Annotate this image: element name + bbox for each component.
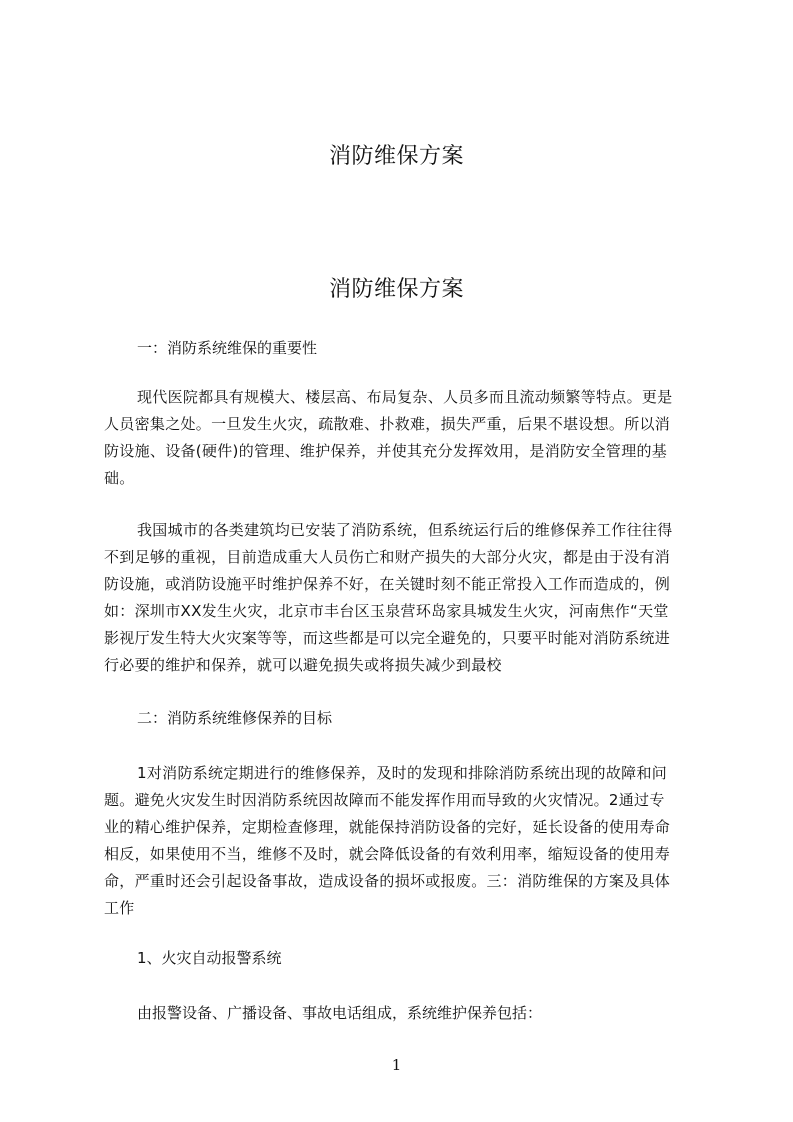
paragraph-line: 防设施、设备(硬件)的管理、维护保养，并使其充分发挥效用，是消防安全管理的基: [104, 442, 668, 460]
paragraph-line: 防设施，或消防设施平时维护保养不好，在关键时刻不能正常投入工作而造成的，例: [104, 575, 671, 593]
paragraph-line: 我国城市的各类建筑均已安装了消防系统，但系统运行后的维修保养工作往往得: [137, 521, 673, 539]
document-main-title: 消防维保方案: [328, 277, 464, 302]
paragraph-line: 业的精心维护保养，定期检查修理，就能保持消防设备的完好，延长设备的使用寿命: [104, 818, 671, 836]
document-header-title: 消防维保方案: [328, 144, 464, 169]
paragraph-line: 础。: [104, 469, 135, 487]
item-text-fire-alarm-components: 由报警设备、广播设备、事故电话组成，系统维护保养包括：: [137, 1004, 543, 1022]
paragraph-line: 影视厅发生特大火灾案等等，而这些都是可以完全避免的，只要平时能对消防系统进: [104, 629, 671, 647]
item-heading-fire-alarm-system: 1、火灾自动报警系统: [137, 949, 282, 967]
paragraph-line: 相反，如果使用不当，维修不及时，就会降低设备的有效利用率，缩短设备的使用寿: [104, 845, 671, 863]
paragraph-city-fire-systems: [104, 517, 700, 679]
paragraph-line: 工作: [104, 899, 135, 917]
paragraph-line: 1对消防系统定期进行的维修保养，及时的发现和排除消防系统出现的故障和问: [137, 764, 668, 782]
paragraph-line: 人员密集之处。一旦发生火灾，疏散难、扑救难，损失严重，后果不堪设想。所以消: [104, 415, 671, 433]
paragraph-line: 不到足够的重视，目前造成重大人员伤亡和财产损失的大部分火灾，都是由于没有消: [104, 548, 671, 566]
paragraph-hospital-characteristics: [104, 384, 700, 492]
section-heading-importance: 一：消防系统维保的重要性: [137, 339, 318, 357]
section-heading-goals: 二：消防系统维修保养的目标: [137, 709, 333, 727]
paragraph-line: 题。避免火灾发生时因消防系统因故障而不能发挥作用而导致的火灾情况。2通过专: [104, 791, 665, 809]
paragraph-maintenance-goals: [104, 760, 700, 922]
paragraph-line: 现代医院都具有规模大、楼层高、布局复杂、人员多而且流动频繁等特点。更是: [137, 388, 673, 406]
paragraph-line: 如：深圳市XX发生火灾，北京市丰台区玉泉营环岛家具城发生火灾，河南焦作“天堂: [104, 602, 669, 620]
paragraph-line: 行必要的维护和保养，就可以避免损失或将损失减少到最校: [104, 656, 502, 674]
paragraph-line: 命，严重时还会引起设备事故，造成设备的损坏或报废。三：消防维保的方案及具体: [104, 872, 671, 890]
page-number: 1: [391, 1056, 402, 1074]
